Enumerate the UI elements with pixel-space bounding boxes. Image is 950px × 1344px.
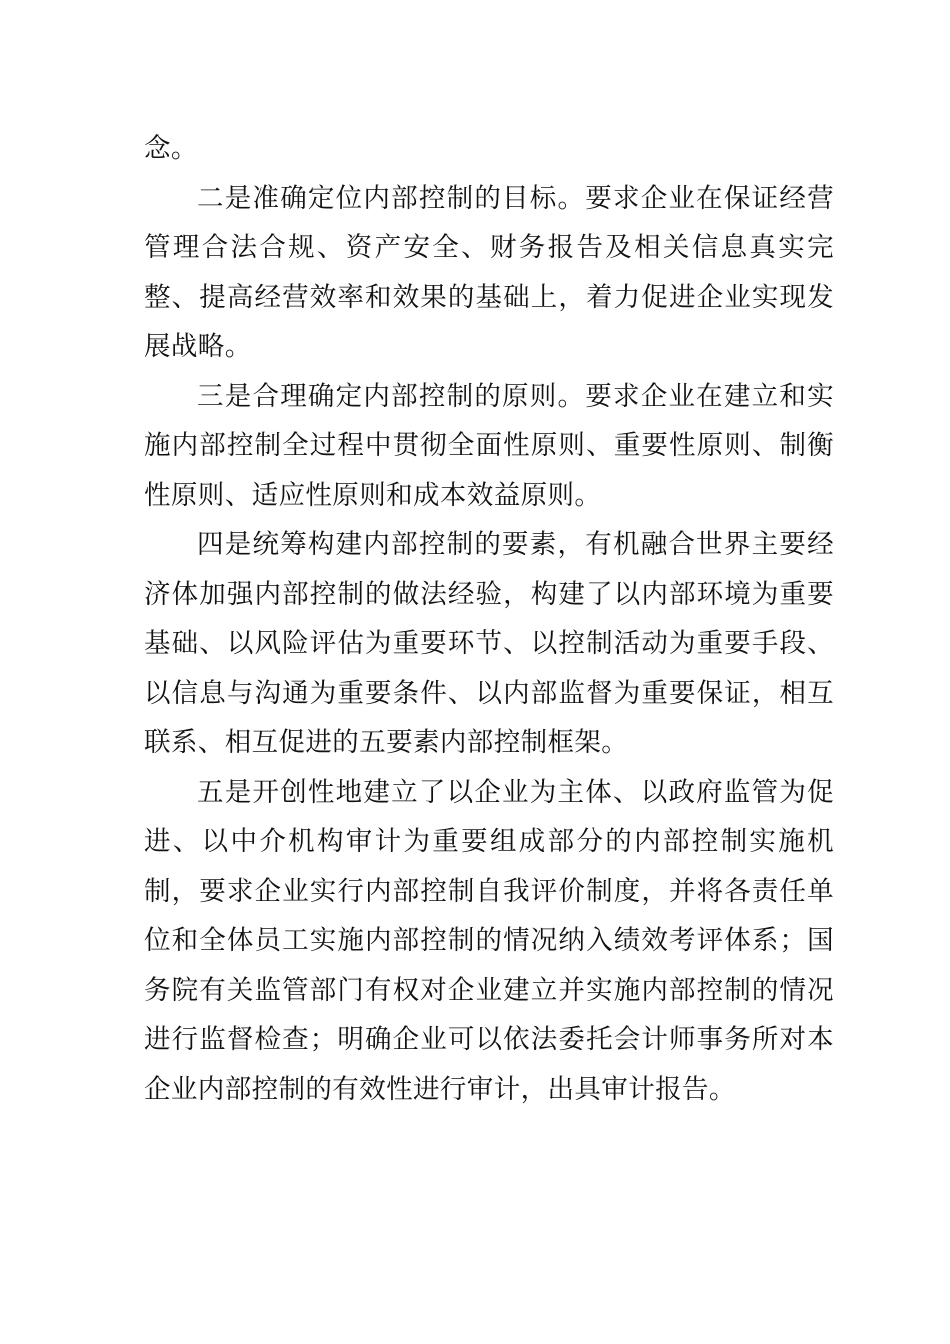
paragraph-point-three: 三是合理确定内部控制的原则。要求企业在建立和实施内部控制全过程中贯彻全面性原则、重要性原则、制衡性原则、适应性原则和成本效益原则。 <box>144 380 834 511</box>
paragraph-continuation: 念。 <box>144 133 198 164</box>
paragraph-point-four: 四是统筹构建内部控制的要素，有机融合世界主要经济体加强内部控制的做法经验，构建了以内部环境为重要基础、以风险评估为重要环节、以控制活动为重要手段、以信息与沟通为重要条件、以内部监督为重要保证，相互联系、相互促进的五要素内部控制框架。 <box>144 529 834 758</box>
paragraph-point-five: 五是开创性地建立了以企业为主体、以政府监管为促进、以中介机构审计为重要组成部分的内部控制实施机制，要求企业实行内部控制自我评价制度，并将各责任单位和全体员工实施内部控制的情况纳入绩效考评体系；国务院有关监管部门有权对企业建立并实施内部控制的情况进行监督检查；明确企业可以依法委托会计师事务所对本企业内部控制的有效性进行审计，出具审计报告。 <box>144 776 834 1105</box>
paragraph-point-two: 二是准确定位内部控制的目标。要求企业在保证经营管理合法合规、资产安全、财务报告及相关信息真实完整、提高经营效率和效果的基础上，着力促进企业实现发展战略。 <box>144 182 834 362</box>
document-body <box>144 124 834 1114</box>
